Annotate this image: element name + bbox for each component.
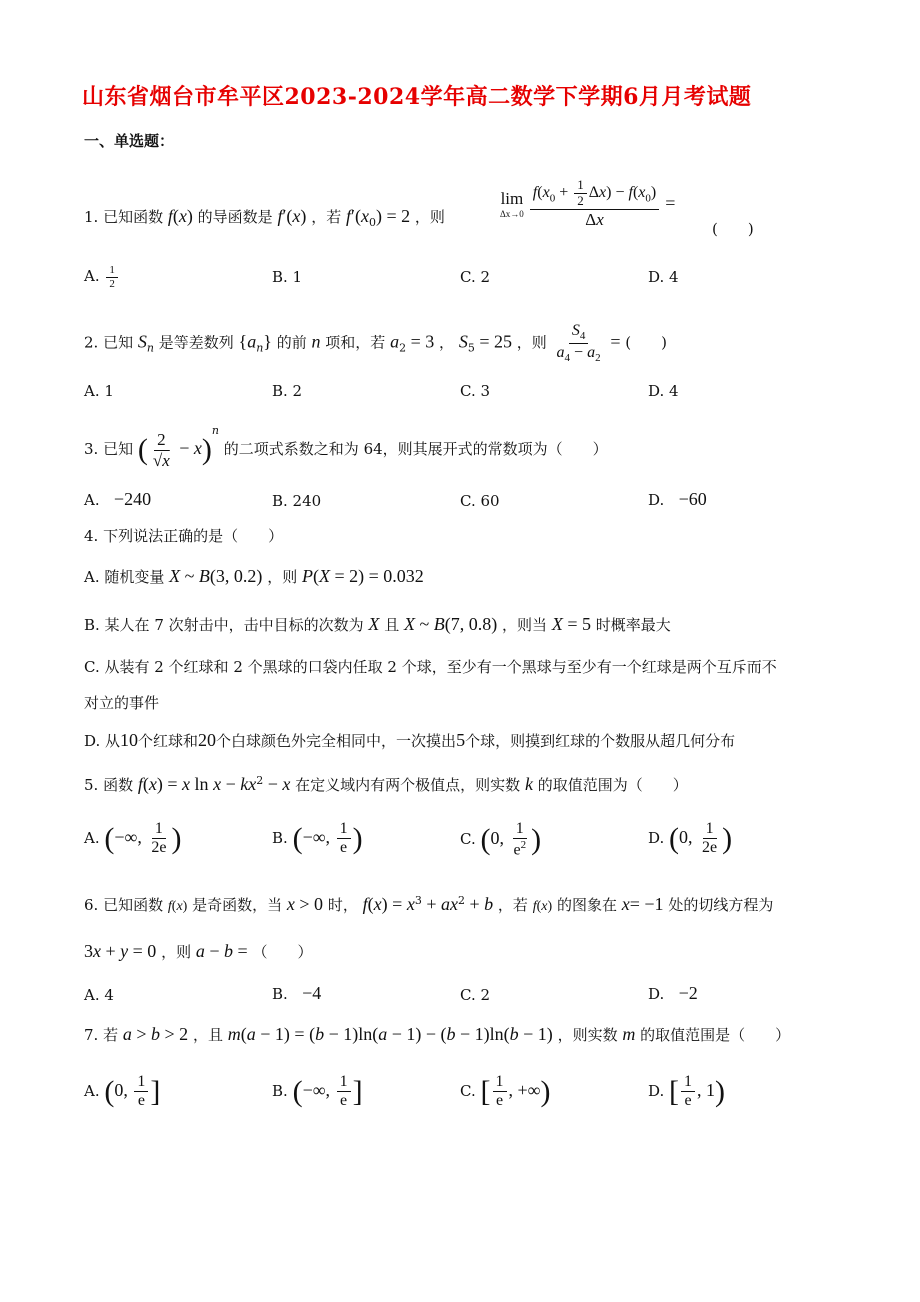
q3-option-c: C. 60	[460, 492, 500, 510]
q1-option-c: C. 2	[460, 268, 491, 286]
q7-option-d: D. [ $\frac{1}{e}$ , 1)	[648, 1073, 726, 1110]
question-6-line2: 3x + y = 0 ，则 a − b = （ ）	[84, 941, 313, 961]
question-2: 2. 已知 $S_n$ 是等差数列 $\{a_n\}$ 的前 n 项和，若 $a_2 = 3$ ， $S_5 = 25$ ，则 $\frac{S_4}{a_4 - a_2}$ = ( )	[84, 322, 668, 365]
section-heading: 一、单选题：	[84, 132, 175, 150]
q1-option-b: B. 1	[272, 268, 303, 286]
q1-blank: ( )	[712, 220, 754, 238]
q4-option-d: D. 从10个红球和20个白球颜色外完全相同中，一次摸出5个球，则摸到红球的个数服从超几何分布	[84, 730, 736, 750]
q5-option-c: C. (0, $\frac{1}{e^2}$ )	[460, 820, 542, 859]
q3-option-a: A. −240	[84, 489, 152, 509]
question-5: 5. 函数 f(x) = x $\ln x - kx^2 - x$ 在定义域内有两个极值点，则实数 k 的取值范围为（ ）	[84, 774, 688, 794]
q4-option-a: A. 随机变量 X ~ B(3, 0.2) ，则 P(X = 2) = 0.032	[84, 566, 424, 586]
question-6-line1: 6. 已知函数 f(x) 是奇函数，当 x > 0 时， $f(x) = x^3 + ax^2 + b$ ，若 f(x) 的图象在 x= −1 处的切线方程为	[84, 894, 774, 914]
q2-option-b: B. 2	[272, 382, 303, 400]
q6-option-d: D. −2	[648, 983, 698, 1003]
q3-option-d: D. −60	[648, 489, 707, 509]
q6-option-c: C. 2	[460, 986, 491, 1004]
q5-option-d: D. (0, $\frac{1}{2e}$ )	[648, 820, 733, 857]
q1-math-fx: f	[167, 206, 173, 226]
q1-option-a: A. $\frac{1}{2}$	[84, 264, 120, 290]
q2-option-d: D. 4	[648, 382, 679, 400]
q4-option-c-line2: 对立的事件	[84, 694, 160, 712]
q2-option-c: C. 3	[460, 382, 491, 400]
q4-option-b: B. 某人在 7 次射击中，击中目标的次数为 X 且 X ~ B(7, 0.8) ，则当 X = 5 时概率最大	[84, 614, 671, 634]
q2-fraction: $\frac{S_4}{a_4 - a_2}$	[556, 322, 601, 365]
q1-fraction: $f(x_0$ + $\frac{1}{2}$ $\Delta x) - f(x_0)$ Δx	[530, 178, 659, 229]
q1-text-3: ，若	[311, 208, 342, 226]
q1-text-4: ，则	[414, 208, 445, 226]
q1-text-2: 的导函数是	[197, 208, 273, 226]
q2-blank: ( )	[625, 333, 668, 352]
q5-option-a: A. (−∞, $\frac{1}{2e}$ )	[84, 820, 182, 857]
q6-option-a: A. 4	[84, 986, 114, 1004]
q2-option-a: A. 1	[84, 382, 114, 400]
q5-option-b: B. (−∞, $\frac{1}{e}$ )	[272, 820, 363, 857]
q7-option-c: C. [ $\frac{1}{e}$ , +∞)	[460, 1073, 551, 1110]
q6-option-b: B. −4	[272, 983, 322, 1003]
q4-option-c-line1: C. 从装有 2 个红球和 2 个黑球的口袋内任取 2 个球，至少有一个黑球与至少有一个红球是两个互斥而不	[84, 658, 777, 676]
q7-option-a: A. (0, $\frac{1}{e}$ ]	[84, 1073, 161, 1110]
page-title: 山东省烟台市牟平区2023-2024学年高二数学下学期6月月考试题	[82, 84, 752, 110]
q7-option-b: B. (−∞, $\frac{1}{e}$ ]	[272, 1073, 363, 1110]
q1-text-1: 1. 已知函数	[84, 208, 164, 226]
q1-option-d: D. 4	[648, 268, 679, 286]
q3-option-b: B. 240	[272, 492, 322, 510]
question-7: 7. 若 a > b > 2 ，且 m(a − 1) = (b − 1)ln(a − 1) − (b − 1)ln(b − 1) ，则实数 m 的取值范围是（ ）	[84, 1024, 791, 1044]
question-1: 1. 已知函数 f(x) 的导函数是 f′(x) ，若 $f'(x_0) = 2$ ，则	[84, 206, 445, 229]
q1-equals: =	[665, 193, 676, 214]
question-3: 3. 已知 ( $\frac{2}{√x}$ − x)$^n$ 的二项式系数之和为 64，则其展开式的常数项为（ ）	[84, 424, 608, 470]
q1-limit-expression: lim Δx→0 $f(x_0$ + $\frac{1}{2}$ $\Delta x) - f(x_0)$ Δx =	[500, 177, 676, 229]
q1-math-fprime: f	[277, 206, 283, 226]
question-4-stem: 4. 下列说法正确的是（ ）	[84, 527, 284, 545]
